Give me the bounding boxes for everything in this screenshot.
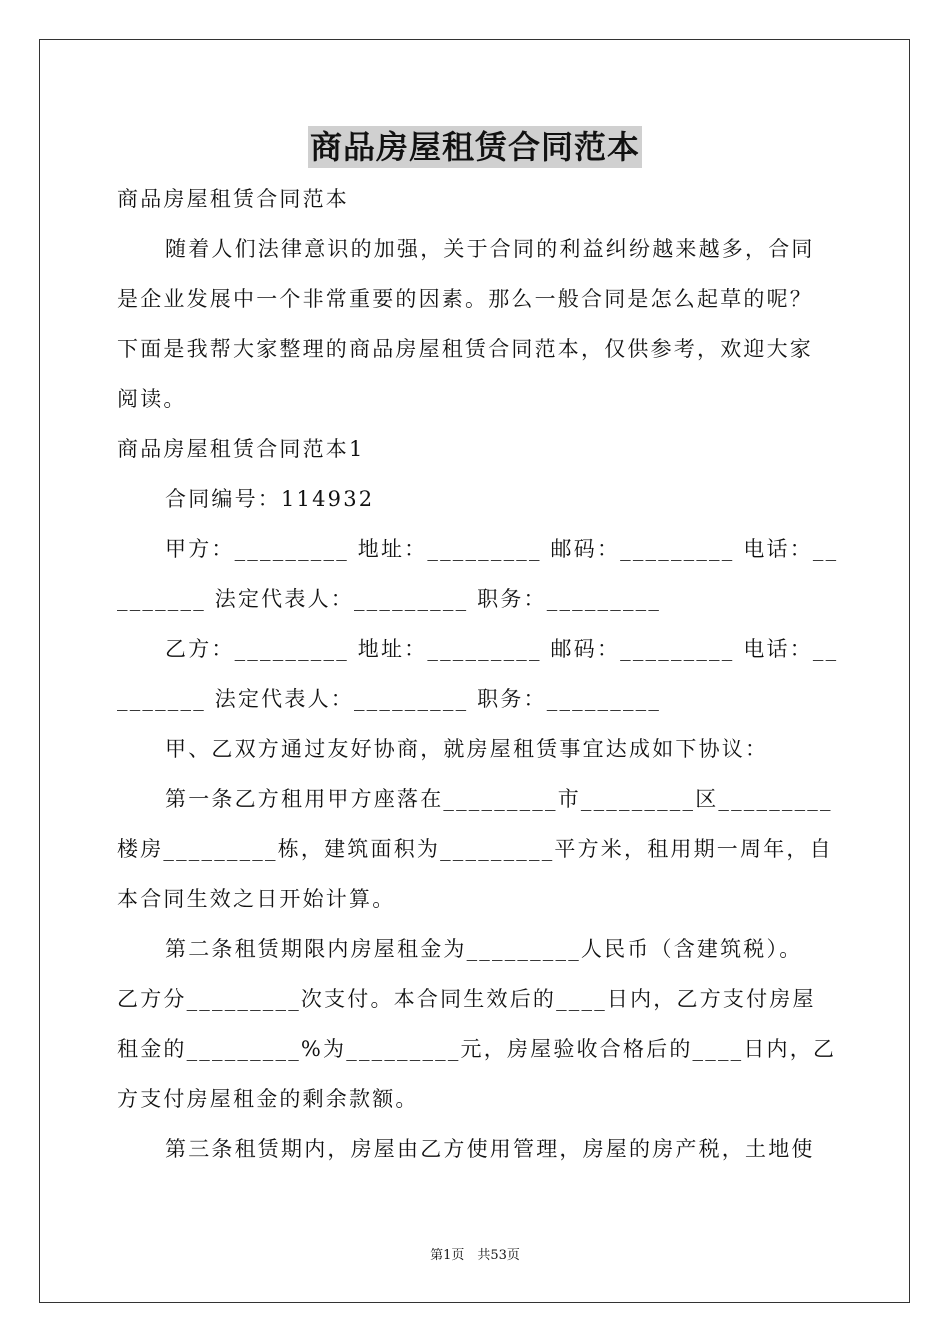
paragraph-line: 是企业发展中一个非常重要的因素。那么一般合同是怎么起草的呢？ [117,287,813,311]
clause-line: 第二条租赁期限内房屋租金为_________人民币（含建筑税）。 [165,937,803,961]
paragraph-line: 下面是我帮大家整理的商品房屋租赁合同范本，仅供参考，欢迎大家 [117,337,813,361]
contract-number: 合同编号：114932 [165,487,375,511]
clause-line: 楼房_________栋，建筑面积为_________平方米，租用期一周年，自 [117,837,833,861]
clause-line: 方支付房屋租金的剩余款额。 [117,1087,419,1111]
party-b-line: 乙方：_________ 地址：_________ 邮码：_________ 电话：__ [165,637,839,661]
clause-line: 乙方分_________次支付。本合同生效后的____日内，乙方支付房屋 [117,987,816,1011]
party-a-line: 甲方：_________ 地址：_________ 邮码：_________ 电话：__ [165,537,839,561]
section-heading: 商品房屋租赁合同范本1 [117,437,365,461]
paragraph-line: 随着人们法律意识的加强，关于合同的利益纠纷越来越多，合同 [165,237,815,261]
paragraph-line: 阅读。 [117,387,187,411]
subtitle-line: 商品房屋租赁合同范本 [117,187,349,211]
page-footer: 第1页 共53页 [430,1248,520,1263]
agreement-intro: 甲、乙双方通过友好协商，就房屋租赁事宜达成如下协议： [165,737,769,761]
clause-line: 租金的_________%为_________元，房屋验收合格后的____日内，乙 [117,1037,837,1061]
party-b-line: _______ 法定代表人：_________ 职务：_________ [117,687,662,711]
clause-line: 第三条租赁期内，房屋由乙方使用管理，房屋的房产税，土地使 [165,1137,815,1161]
clause-line: 第一条乙方租用甲方座落在_________市_________区_________ [165,787,833,811]
party-a-line: _______ 法定代表人：_________ 职务：_________ [117,587,662,611]
title-container [0,126,950,168]
document-title: 商品房屋租赁合同范本 [309,128,640,166]
clause-line: 本合同生效之日开始计算。 [117,887,396,911]
